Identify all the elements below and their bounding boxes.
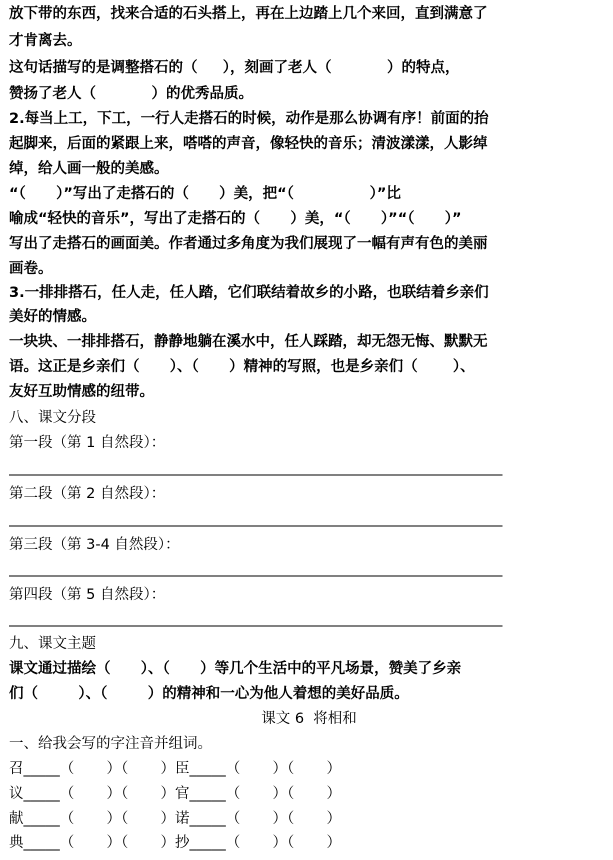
answer-blank-line[interactable]: _____________________________________________________________________________ — [9, 562, 502, 577]
answer-blank-line[interactable]: _____________________________________________________________________________ — [9, 461, 502, 476]
text-line: 放下带的东西，找来合适的石头搭上，再在上边踏上几个来回，直到满意了 — [9, 6, 488, 22]
section-heading: 九、课文主题 — [9, 636, 96, 652]
paragraph-label: 第四段（第 5 自然段）： — [9, 587, 166, 603]
text-line: 课文通过描绘（ ）、（ ）等几个生活中的平凡场景，赞美了乡亲 — [9, 661, 462, 677]
text-line: 美好的情感。 — [9, 309, 96, 325]
text-line: “（ ）”写出了走搭石的（ ）美，把“（ ）”比 — [9, 186, 401, 202]
paragraph-label: 第三段（第 3-4 自然段）： — [9, 537, 180, 553]
text-line: 语。这正是乡亲们（ ）、（ ）精神的写照，也是乡亲们（ ）、 — [9, 359, 475, 375]
text-line: 喻成“轻快的音乐”，写出了走搭石的（ ）美，“（ ）”“（ ）” — [9, 211, 462, 227]
text-line: 们（ ）、（ ）的精神和一心为他人着想的美好品质。 — [9, 686, 409, 702]
text-line: 绰，给人画一般的美感。 — [9, 161, 169, 177]
text-line: 才肯离去。 — [9, 33, 82, 49]
text-line: 2.每当上工，下工，一行人走搭石的时候，动作是那么协调有序！前面的抬 — [9, 111, 489, 127]
word-practice-row[interactable]: 议_____（ ）（ ）官_____（ ）（ ） — [9, 786, 342, 802]
text-line: 写出了走搭石的画面美。作者通过多角度为我们展现了一幅有声有色的美丽 — [9, 236, 488, 252]
text-line: 一块块、一排排搭石，静静地躺在溪水中，任人踩踏，却无怨无悔、默默无 — [9, 334, 488, 350]
text-line: 3.一排排搭石，任人走，任人踏，它们联结着故乡的小路，也联结着乡亲们 — [9, 285, 489, 301]
text-line: 赞扬了老人（ ）的优秀品质。 — [9, 86, 254, 102]
paragraph-label: 第一段（第 1 自然段）： — [9, 435, 166, 451]
lesson-title: 课文 6 将相和 — [261, 711, 357, 727]
text-line: 画卷。 — [9, 261, 53, 277]
word-practice-row[interactable]: 献_____（ ）（ ）诺_____（ ）（ ） — [9, 811, 342, 827]
section-heading: 八、课文分段 — [9, 410, 96, 426]
answer-blank-line[interactable]: _____________________________________________________________________________ — [9, 612, 502, 627]
word-practice-row[interactable]: 召_____（ ）（ ）臣_____（ ）（ ） — [9, 761, 342, 777]
exercise-heading: 一、给我会写的字注音并组词。 — [9, 736, 212, 752]
word-practice-row[interactable]: 典_____（ ）（ ）抄_____（ ）（ ） — [9, 835, 342, 851]
paragraph-label: 第二段（第 2 自然段）： — [9, 486, 166, 502]
text-line: 起脚来，后面的紧跟上来，嗒嗒的声音，像轻快的音乐；清波漾漾，人影绰 — [9, 136, 488, 152]
text-line: 这句话描写的是调整搭石的（ ），刻画了老人（ ）的特点， — [9, 60, 460, 76]
answer-blank-line[interactable]: _____________________________________________________________________________ — [9, 512, 502, 527]
text-line: 友好互助情感的纽带。 — [9, 384, 154, 400]
